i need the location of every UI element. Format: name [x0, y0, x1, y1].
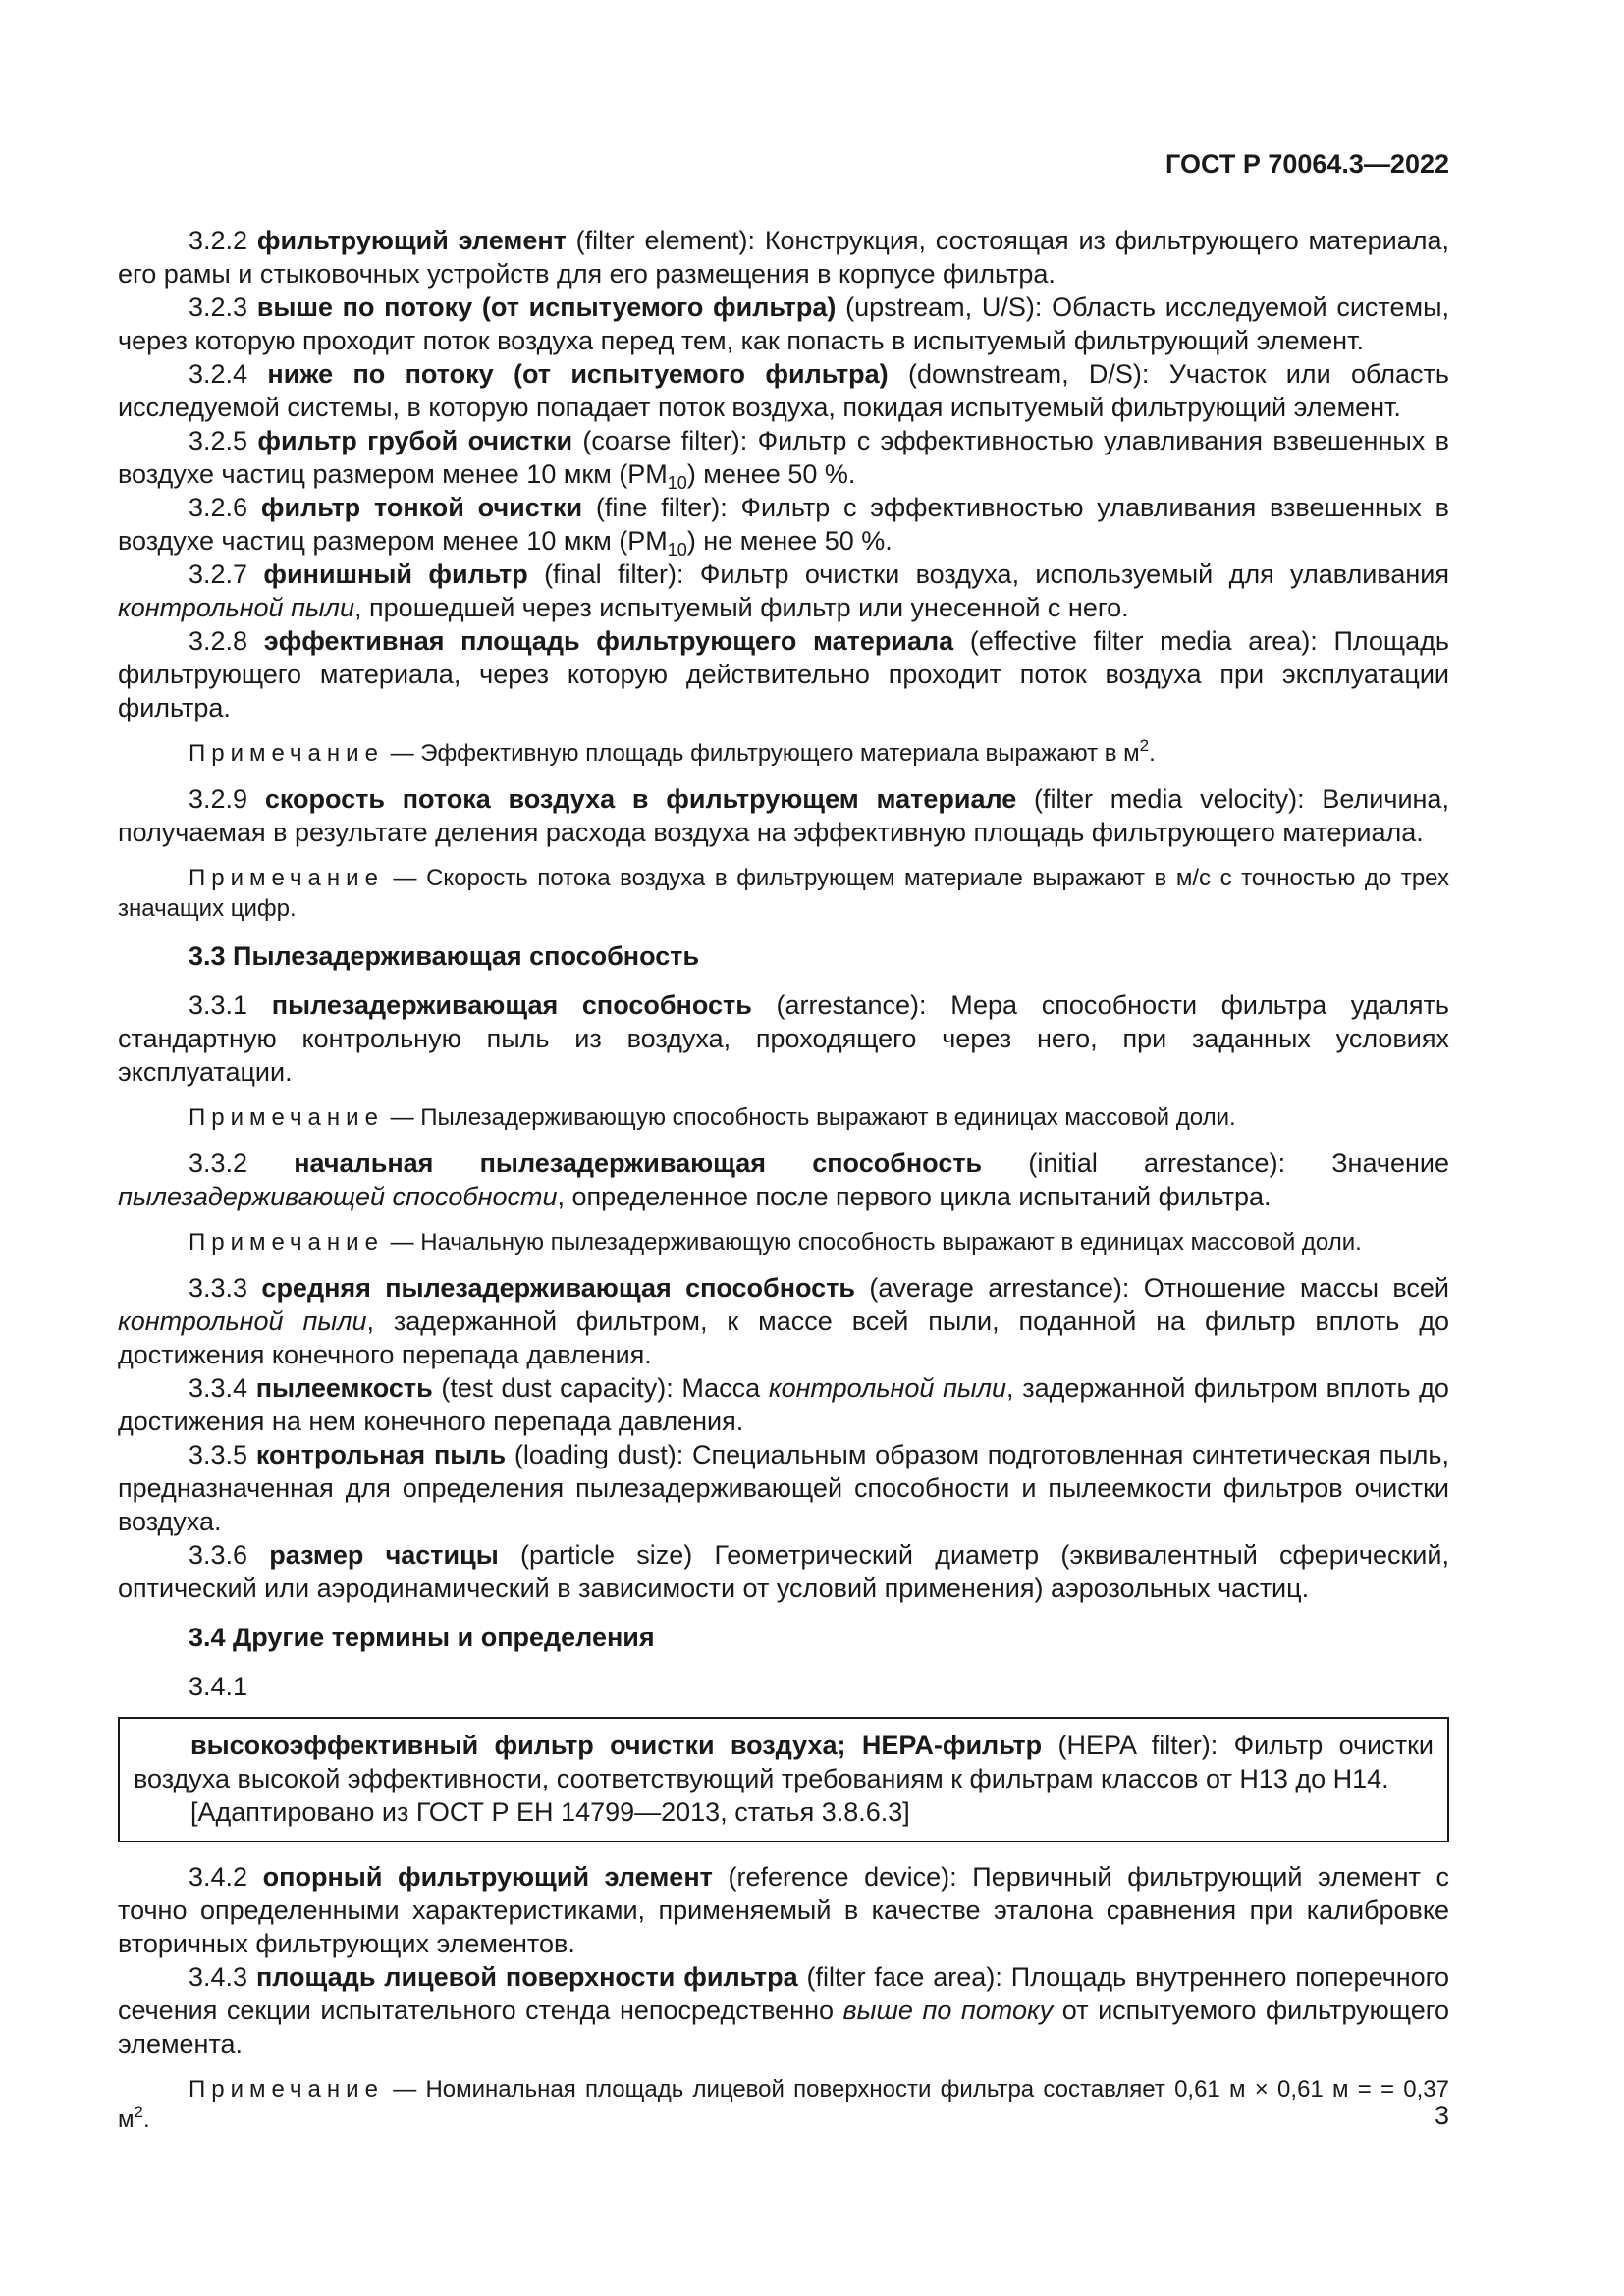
note-3-3-1: Примечание — Пылезадерживающую способность выражают в единицах массовой доли. — [189, 1104, 1236, 1131]
entry-3-3-5: 3.3.5 контрольная пыль (loading dust): Специальным образом подготовленная синтетическая пыль, предназначенная для определения пылезадерживающей способности и пылеемкости фильтров очистки воздуха. — [118, 1440, 1449, 1536]
entry-3-3-1: 3.3.1 пылезадерживающая способность (arrestance): Мера способности фильтра удалять стандартную контрольную пыль из воздуха, проходящего через него, при заданных условиях эксплуатации. — [118, 990, 1449, 1087]
entry-3-2-6: 3.2.6 фильтр тонкой очистки (fine filter): Фильтр с эффективностью улавливания взвешенных в воздухе частиц размером менее 10 мкм $(PM_{10})$ не менее 50 %. — [118, 493, 1449, 560]
document-code: ГОСТ Р 70064.3—2022 — [1165, 149, 1449, 179]
term: выше по потоку (от испытуемого фильтра) — [256, 293, 837, 322]
term: ниже по потоку (от испытуемого фильтра) — [267, 359, 889, 389]
term: размер частицы — [269, 1540, 499, 1570]
source-reference: [Адаптировано из ГОСТ Р ЕН 14799—2013, статья 3.8.6.3] — [190, 1797, 910, 1827]
entry-3-2-8: 3.2.8 эффективная площадь фильтрующего материала (effective filter media area): Площадь фильтрующего материала, через которую действительно проходит поток воздуха при эксплуатации фильтра. — [118, 626, 1449, 722]
term: высокоэффективный фильтр очистки воздуха; HEPA-фильтр — [190, 1731, 1043, 1760]
note-3-2-8: Примечание — Эффективную площадь фильтрующего материала выражают в $м^2$. — [189, 736, 1156, 767]
term: площадь лицевой поверхности фильтра — [255, 1962, 798, 1992]
note-3-3-2: Примечание — Начальную пылезадерживающую способность выражают в единицах массовой доли. — [189, 1229, 1362, 1255]
term: фильтрующий элемент — [256, 226, 567, 255]
term: опорный фильтрующий элемент — [262, 1862, 713, 1892]
section-heading-3-4: 3.4 Другие термины и определения — [189, 1623, 655, 1652]
term: начальная пылезадерживающая способность — [294, 1148, 983, 1178]
term: пылезадерживающая способность — [271, 990, 752, 1020]
term: контрольная пыль — [255, 1440, 507, 1469]
entry-3-3-4: 3.3.4 пылеемкость (test dust capacity): Масса контрольной пыли, задержанной фильтром вплоть до достижения на нем конечного перепада давления. — [118, 1373, 1449, 1436]
entry-3-3-2: 3.3.2 начальная пылезадерживающая способность (initial arrestance): Значение пылезадерживающей способности, определенное после первого цикла испытаний фильтра. — [118, 1148, 1449, 1211]
boxed-definition-3-4-1 — [118, 1717, 1449, 1842]
entry-3-4-3: 3.4.3 площадь лицевой поверхности фильтра (filter face area): Площадь внутреннего поперечного сечения секции испытательного стенда непосредственно выше по потоку от испытуемого фильтрующего элемента. — [118, 1962, 1450, 2058]
note-3-4-3: Примечание — Номинальная площадь лицевой поверхности фильтра составляет 0,61 м × 0,61 м = = 0,37 $м^2$. — [118, 2076, 1450, 2133]
entry-number-3-4-1: 3.4.1 — [189, 1672, 248, 1701]
entry-3-2-3: 3.2.3 выше по потоку (от испытуемого фильтра) (upstream, U/S): Область исследуемой системы, через которую проходит поток воздуха перед тем, как попасть в испытуемый фильтрующий элемент. — [118, 293, 1449, 355]
term: фильтр грубой очистки — [257, 426, 573, 455]
entry-3-2-7: 3.2.7 финишный фильтр (final filter): Фильтр очистки воздуха, используемый для улавливания контрольной пыли, прошедшей через испытуемый фильтр или унесенной с него. — [118, 560, 1449, 622]
entry-3-3-3: 3.3.3 средняя пылезадерживающая способность (average arrestance): Отношение массы всей контрольной пыли, задержанной фильтром, к массе всей пыли, поданной на фильтр вплоть до достижения конечного перепада давления. — [118, 1273, 1449, 1369]
term: фильтр тонкой очистки — [260, 493, 583, 522]
page-body — [118, 224, 1449, 2149]
entry-3-4-2: 3.4.2 опорный фильтрующий элемент (reference device): Первичный фильтрующий элемент с точно определенными характеристиками, применяемый в качестве эталона сравнения при калибровке вторичных фильтрующих элементов. — [118, 1862, 1449, 1958]
entry-3-2-9: 3.2.9 скорость потока воздуха в фильтрующем материале (filter media velocity): Величина, получаемая в результате деления расхода воздуха на эффективную площадь фильтрующего материала. — [118, 784, 1449, 847]
entry-3-2-4: 3.2.4 ниже по потоку (от испытуемого фильтра) (downstream, D/S): Участок или область исследуемой системы, в которую попадает поток воздуха, покидая испытуемый фильтрующий элемент. — [118, 359, 1449, 422]
entry-3-3-6: 3.3.6 размер частицы (particle size) Геометрический диаметр (эквивалентный сферический, оптический или аэродинамический в зависимости от условий применения) аэрозольных частиц. — [118, 1540, 1449, 1603]
entry-3-2-2: 3.2.2 фильтрующий элемент (filter element): Конструкция, состоящая из фильтрующего материала, его рамы и стыковочных устройств для его размещения в корпусе фильтра. — [118, 226, 1449, 289]
entry-3-2-5: 3.2.5 фильтр грубой очистки (coarse filter): Фильтр с эффективностью улавливания взвешенных в воздухе частиц размером менее 10 мкм $(PM_{10})$ менее 50 %. — [118, 426, 1449, 493]
term: эффективная площадь фильтрующего материала — [263, 626, 954, 656]
page-number: 3 — [1434, 2101, 1449, 2130]
term: финишный фильтр — [263, 560, 528, 589]
entry-3-4-1: высокоэффективный фильтр очистки воздуха; HEPA-фильтр (HEPA filter): Фильтр очистки воздуха высокой эффективности, соответствующий требованиям к фильтрам классов от H13 до H14. — [134, 1731, 1434, 1793]
note-3-2-9: Примечание — Скорость потока воздуха в фильтрующем материале выражают в м/с с точностью до трех значащих цифр. — [118, 865, 1449, 922]
term: средняя пылезадерживающая способность — [261, 1273, 856, 1303]
term: пылеемкость — [255, 1373, 433, 1403]
section-heading-3-3: 3.3 Пылезадерживающая способность — [189, 941, 700, 971]
term: скорость потока воздуха в фильтрующем материале — [264, 784, 1017, 814]
